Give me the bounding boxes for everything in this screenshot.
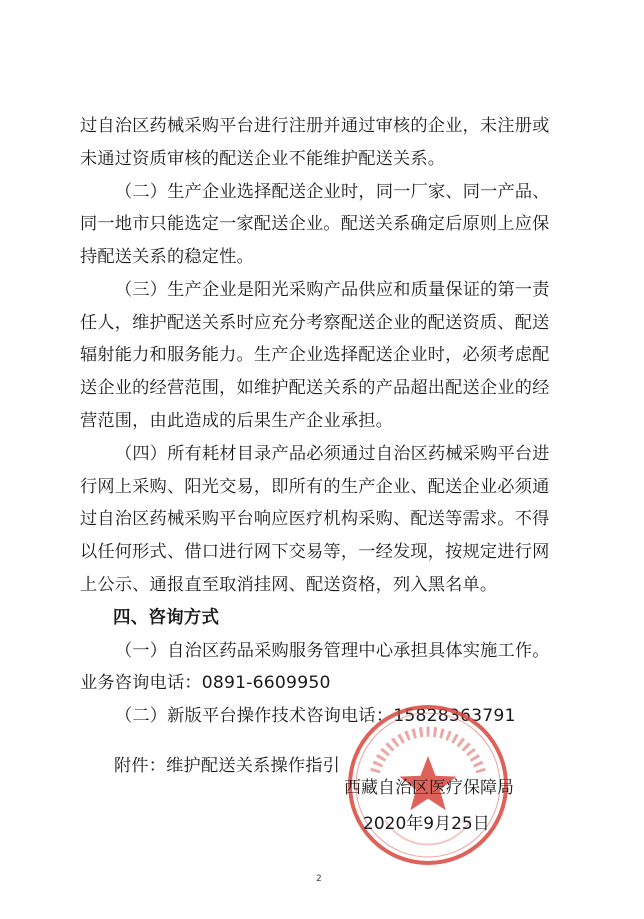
body-line: 送企业的经营范围，如维护配送关系的产品超出配送企业的经 <box>80 378 550 398</box>
body-line: 同一地市只能选定一家配送企业。配送关系确定后原则上应保 <box>80 214 550 234</box>
body-line: 营范围，由此造成的后果生产企业承担。 <box>80 411 393 431</box>
body-line: （三）生产企业是阳光采购产品供应和质量保证的第一责 <box>115 280 550 300</box>
body-line: 上公示、通报直至取消挂网、配送资格，列入黑名单。 <box>80 575 498 595</box>
signature-organization: 西藏自治区医疗保障局 <box>344 778 514 798</box>
body-line: 行网上采购、阳光交易，即所有的生产企业、配送企业必须通 <box>80 477 550 497</box>
body-line: （二）生产企业选择配送企业时，同一厂家、同一产品、 <box>115 182 550 202</box>
attachment-line: 附件：维护配送关系操作指引 <box>114 756 341 776</box>
page-number: 2 <box>316 874 322 884</box>
section-heading: 四、咨询方式 <box>113 608 220 628</box>
body-line: （四）所有耗材目录产品必须通过自治区药械采购平台进 <box>115 444 550 464</box>
body-line: 任人，维护配送关系时应充分考察配送企业的配送资质、配送 <box>80 313 550 333</box>
body-line: 过自治区药械采购平台响应医疗机构采购、配送等需求。不得 <box>80 509 550 529</box>
body-line: 业务咨询电话：0891-6609950 <box>80 673 331 693</box>
body-line: 过自治区药械采购平台进行注册并通过审核的企业，未注册或 <box>80 116 550 136</box>
body-line: 辐射能力和服务能力。生产企业选择配送企业时，必须考虑配 <box>80 345 550 365</box>
body-line: （一）自治区药品采购服务管理中心承担具体实施工作。 <box>115 641 550 661</box>
signature-date: 2020年9月25日 <box>363 814 490 834</box>
body-line: 以任何形式、借口进行网下交易等，一经发现，按规定进行网 <box>80 542 550 562</box>
body-line: 未通过资质审核的配送企业不能维护配送关系。 <box>80 149 446 169</box>
body-line: 持配送关系的稳定性。 <box>80 247 254 267</box>
body-line: （二）新版平台操作技术咨询电话：15828363791 <box>115 706 516 726</box>
